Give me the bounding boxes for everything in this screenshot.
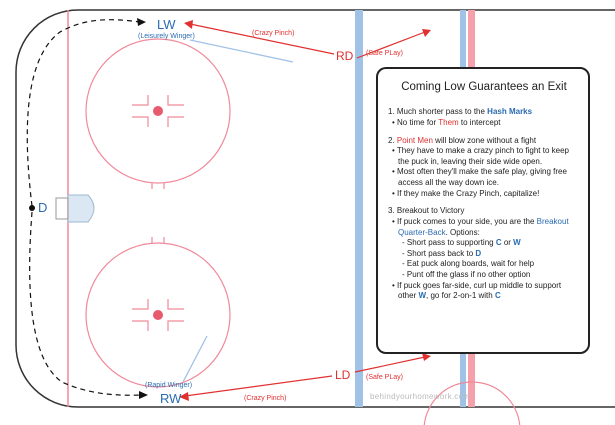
section-1-text: 1. Much shorter pass to the (388, 107, 488, 117)
w-highlight: W (418, 291, 427, 301)
section-2-bullet-1: • They have to make a crazy pinch to fight to keep the puck in, leaving their side wide open. (388, 146, 580, 167)
w-highlight: W (513, 238, 521, 248)
label-rw-sub: (Rapid Winger) (145, 382, 193, 389)
option-4: - Punt off the glass if no other option (402, 270, 531, 280)
pass-line-rw (183, 336, 207, 382)
arrow-rw (139, 391, 148, 399)
option-1 (388, 238, 580, 249)
section-2-heading (388, 136, 580, 147)
them-highlight: Them (438, 117, 459, 127)
watermark: behindyourhomework.com (370, 392, 471, 401)
blue-line (355, 10, 363, 407)
section-3 (388, 206, 580, 302)
bullet-text: If puck comes to your side, you are the (397, 216, 537, 226)
option-2 (388, 249, 580, 260)
explanation-panel (376, 67, 590, 354)
goal-crease (68, 195, 94, 222)
section-2-bullet-3: • If they make the Crazy Pinch, capitalize! (388, 189, 580, 200)
arrow-rd-to-lw (190, 24, 334, 54)
option-text: - Short pass back to (402, 248, 476, 258)
section-2-number: 2. (388, 135, 397, 145)
faceoff-dot-top (153, 106, 163, 116)
label-lw-sub: (Leisurely Winger) (138, 33, 195, 40)
section-1-bullet (388, 118, 580, 129)
skate-path-rw (30, 212, 142, 395)
bullet-text: No time for (397, 117, 439, 127)
point-men-highlight: Point Men (396, 135, 433, 145)
faceoff-dot-bottom (153, 310, 163, 320)
section-1 (388, 107, 580, 128)
label-lw: LW (157, 17, 176, 32)
quarterback-highlight: Breakout Quarter-Back (398, 216, 569, 237)
annotation-safe-play-top: (Safe PLay) (366, 50, 403, 57)
c-highlight: C (494, 291, 501, 301)
section-2-bullet-2: • Most often they'll make the safe play, giving free access all the way down ice. (388, 167, 580, 188)
section-3-heading: 3. Breakout to Victory (388, 206, 465, 216)
label-d: D (38, 200, 48, 215)
label-rd: RD (336, 49, 354, 63)
section-3-bullet-1 (388, 217, 580, 238)
bullet-text: to intercept (458, 117, 501, 127)
c-highlight: C (495, 238, 502, 248)
hash-marks-highlight: Hash Marks (487, 107, 533, 117)
bullet-text: If puck goes far-side, curl up middle to support other (397, 280, 562, 301)
arrow-lw (137, 18, 146, 26)
section-2-text: will blow zone without a fight (432, 135, 537, 145)
section-2 (388, 136, 580, 200)
option-text: - Short pass to supporting (402, 238, 496, 248)
panel-title: Coming Low Guarantees an Exit (401, 81, 567, 93)
bullet-text: , go for 2-on-1 with (426, 291, 495, 301)
section-1-heading (388, 107, 580, 118)
annotation-safe-play-bottom: (Safe PLay) (366, 374, 403, 381)
arrow-ld-to-rw (185, 376, 332, 396)
section-3-bullet-2 (388, 281, 580, 302)
pass-line-lw (190, 40, 293, 62)
option-text: or (501, 238, 514, 248)
label-ld: LD (335, 368, 351, 382)
arrow-ld-safe (355, 357, 425, 372)
bullet-text: . Options: (445, 227, 480, 237)
label-rw: RW (160, 391, 182, 406)
annotation-crazy-pinch-top: (Crazy Pinch) (252, 30, 295, 37)
goal-net (56, 198, 68, 219)
d-highlight: D (475, 248, 482, 258)
option-3: - Eat puck along boards, wait for help (402, 259, 535, 269)
annotation-crazy-pinch-bottom: (Crazy Pinch) (244, 395, 287, 402)
